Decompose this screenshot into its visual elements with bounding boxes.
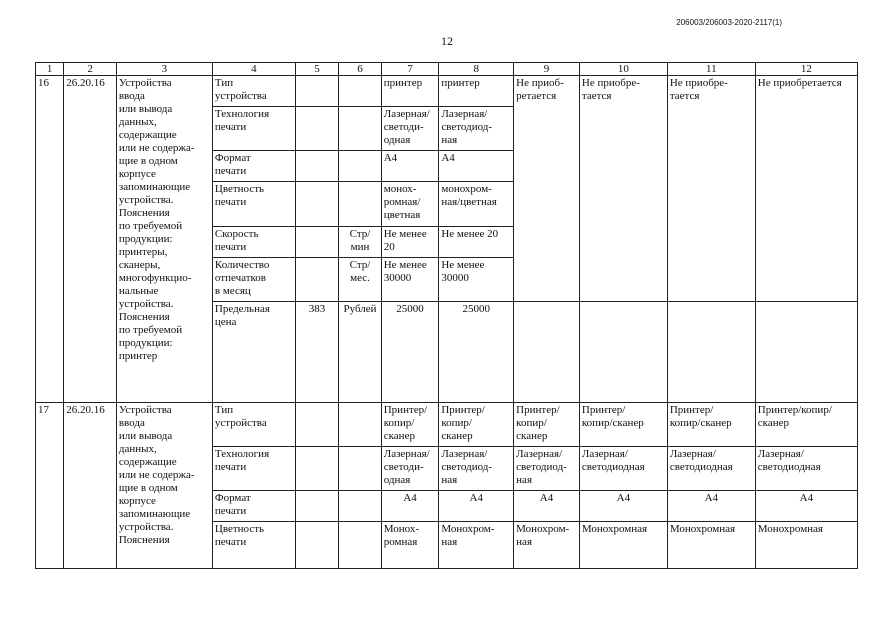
characteristic-name: Формат печати: [212, 151, 295, 182]
item-description: Устройства ввода или вывода данных, содержащие или не содержа- щие в одном корпусе запоминающие устройства. Пояснения по требуемой продукции: принтеры, сканеры, многофункцио- нальные устройства. Пояснения по требуемой продукции: принтер: [116, 76, 212, 403]
price-cell: 25000: [381, 302, 439, 403]
column-header: 12: [755, 63, 857, 76]
characteristic-name: Технология печати: [212, 107, 295, 151]
column-header: 4: [212, 63, 295, 76]
unit-name-cell: [339, 447, 381, 491]
characteristic-name: Цветность печати: [212, 182, 295, 227]
characteristic-name: Формат печати: [212, 491, 295, 522]
row-number: 16: [36, 76, 64, 403]
value-cell: А4: [439, 491, 514, 522]
value-cell: Лазерная/ светоди- одная: [381, 107, 439, 151]
value-cell: Монохром- ная: [514, 522, 580, 569]
unit-name-cell: Рублей: [339, 302, 381, 403]
value-cell: Лазерная/ светодиодная: [667, 447, 755, 491]
unit-code-cell: [295, 151, 338, 182]
document-id: 206003/206003-2020-2117(1): [676, 18, 782, 27]
unit-code-cell: [295, 491, 338, 522]
column-header: 5: [295, 63, 338, 76]
value-cell: принтер: [381, 76, 439, 107]
unit-name-cell: [339, 107, 381, 151]
value-cell: Лазерная/ светодиодная: [755, 447, 857, 491]
column-header: 9: [514, 63, 580, 76]
value-cell: Не приоб- ретается: [514, 76, 580, 302]
value-cell: Принтер/копир/ сканер: [755, 403, 857, 447]
value-cell: А4: [579, 491, 667, 522]
value-cell: Лазерная/ светодиод- ная: [439, 107, 514, 151]
unit-code-cell: [295, 522, 338, 569]
characteristic-name: Тип устройства: [212, 76, 295, 107]
value-cell: Монохромная: [755, 522, 857, 569]
okpd-code: 26.20.16: [64, 403, 117, 569]
value-cell: Монох- ромная: [381, 522, 439, 569]
value-cell: принтер: [439, 76, 514, 107]
column-header: 3: [116, 63, 212, 76]
value-cell: Монохромная: [667, 522, 755, 569]
unit-name-cell: [339, 522, 381, 569]
price-cell: 25000: [439, 302, 514, 403]
unit-name-cell: [339, 491, 381, 522]
characteristic-name: Технология печати: [212, 447, 295, 491]
value-cell: Принтер/ копир/ сканер: [381, 403, 439, 447]
value-cell: Не приобре- тается: [667, 76, 755, 302]
characteristic-name: Скорость печати: [212, 227, 295, 258]
value-cell: Лазерная/ светоди- одная: [381, 447, 439, 491]
value-cell: А4: [439, 151, 514, 182]
empty-cell: [514, 302, 580, 403]
column-header: 2: [64, 63, 117, 76]
value-cell: Не менее 30000: [381, 258, 439, 302]
unit-code-cell: [295, 107, 338, 151]
unit-name-cell: [339, 151, 381, 182]
value-cell: Не менее 20: [439, 227, 514, 258]
value-cell: Принтер/ копир/сканер: [579, 403, 667, 447]
characteristic-name: Количество отпечатков в месяц: [212, 258, 295, 302]
empty-cell: [579, 302, 667, 403]
unit-code-cell: [295, 76, 338, 107]
unit-name-cell: [339, 403, 381, 447]
value-cell: монохром- ная/цветная: [439, 182, 514, 227]
value-cell: Не приобре- тается: [579, 76, 667, 302]
table-row: [36, 76, 858, 107]
requirements-table: [35, 62, 858, 569]
value-cell: Монохром- ная: [439, 522, 514, 569]
value-cell: А4: [667, 491, 755, 522]
value-cell: А4: [381, 491, 439, 522]
unit-name-cell: Стр/ мес.: [339, 258, 381, 302]
unit-name-cell: [339, 76, 381, 107]
column-header: 10: [579, 63, 667, 76]
table-row: [36, 403, 858, 447]
empty-cell: [667, 302, 755, 403]
value-cell: Принтер/ копир/ сканер: [439, 403, 514, 447]
unit-code-cell: 383: [295, 302, 338, 403]
unit-code-cell: [295, 182, 338, 227]
unit-code-cell: [295, 447, 338, 491]
value-cell: А4: [514, 491, 580, 522]
column-number-row: [36, 63, 858, 76]
value-cell: А4: [755, 491, 857, 522]
unit-code-cell: [295, 258, 338, 302]
value-cell: Лазерная/ светодиод- ная: [514, 447, 580, 491]
value-cell: Принтер/ копир/сканер: [667, 403, 755, 447]
value-cell: Не приобретается: [755, 76, 857, 302]
empty-cell: [755, 302, 857, 403]
characteristic-name: Тип устройства: [212, 403, 295, 447]
characteristic-name: Цветность печати: [212, 522, 295, 569]
unit-name-cell: [339, 182, 381, 227]
column-header: 11: [667, 63, 755, 76]
column-header: 7: [381, 63, 439, 76]
value-cell: А4: [381, 151, 439, 182]
item-description: Устройства ввода или вывода данных, содержащие или не содержа- щие в одном корпусе запоминающие устройства. Пояснения: [116, 403, 212, 569]
column-header: 6: [339, 63, 381, 76]
unit-code-cell: [295, 227, 338, 258]
okpd-code: 26.20.16: [64, 76, 117, 403]
value-cell: Монохромная: [579, 522, 667, 569]
column-header: 8: [439, 63, 514, 76]
characteristic-name: Предельная цена: [212, 302, 295, 403]
unit-name-cell: Стр/ мин: [339, 227, 381, 258]
unit-code-cell: [295, 403, 338, 447]
value-cell: монох- ромная/ цветная: [381, 182, 439, 227]
value-cell: Не менее 20: [381, 227, 439, 258]
value-cell: Лазерная/ светодиодная: [579, 447, 667, 491]
value-cell: Принтер/ копир/ сканер: [514, 403, 580, 447]
column-header: 1: [36, 63, 64, 76]
row-number: 17: [36, 403, 64, 569]
page-number: 12: [441, 34, 453, 48]
value-cell: Не менее 30000: [439, 258, 514, 302]
value-cell: Лазерная/ светодиод- ная: [439, 447, 514, 491]
